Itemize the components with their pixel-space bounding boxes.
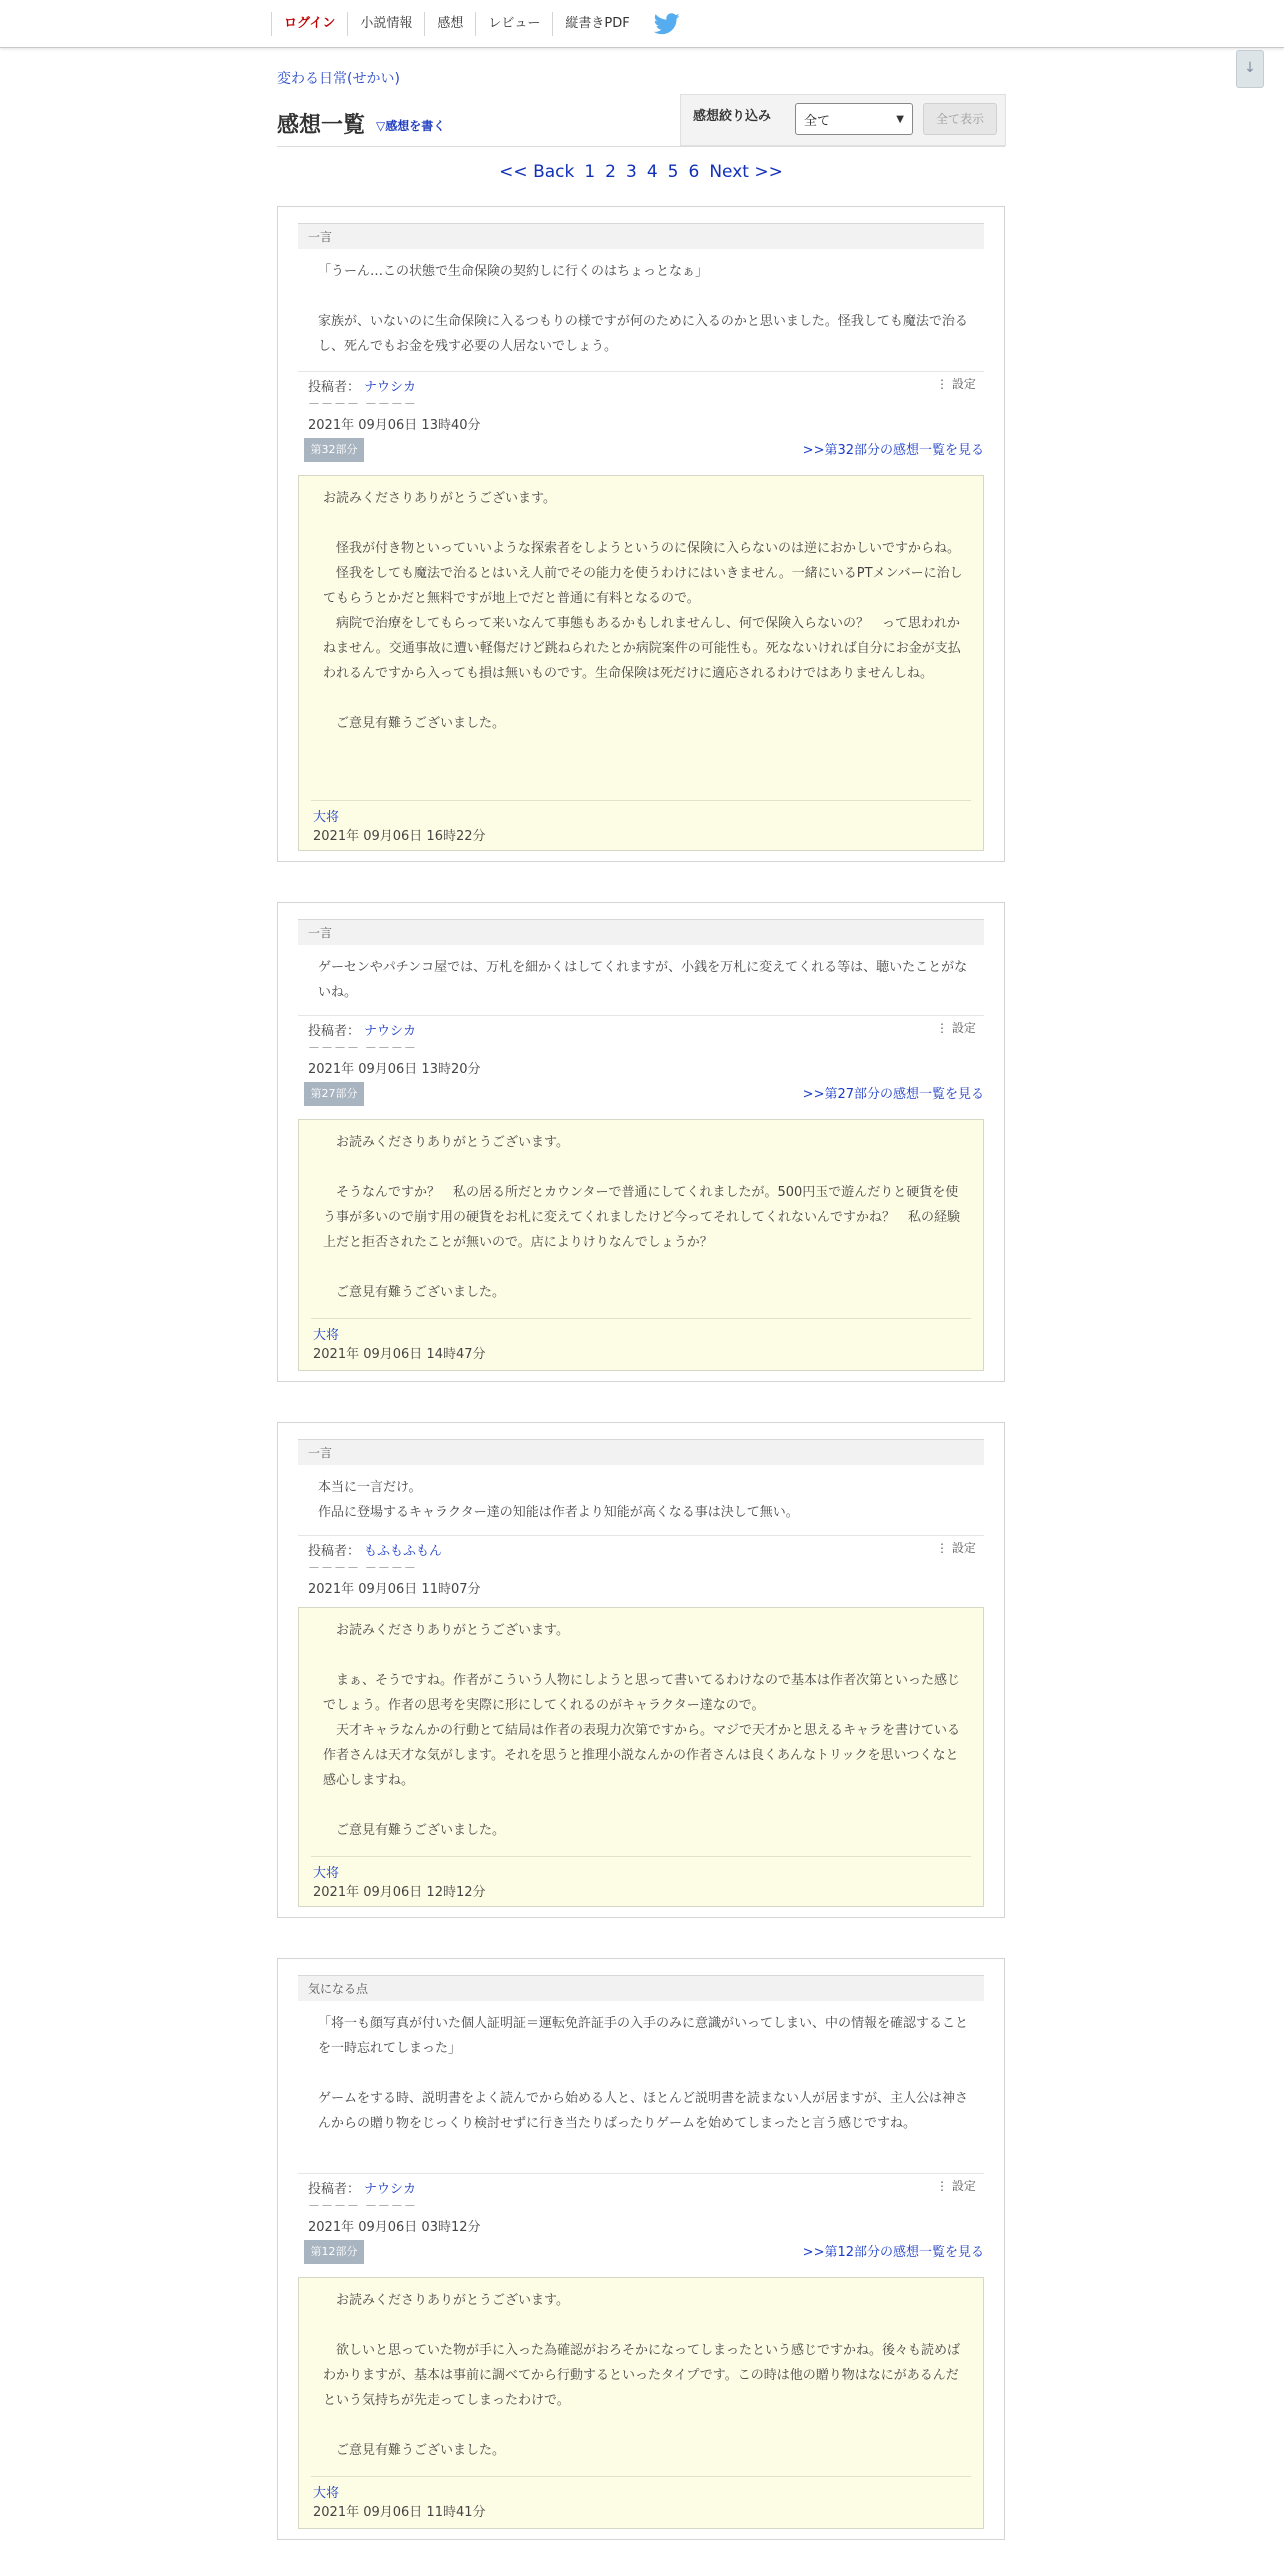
reply-date: 2021年 09月06日 12時12分 — [313, 1885, 486, 1900]
divider — [298, 2173, 984, 2174]
chevron-down-icon: ▼ — [896, 113, 904, 125]
reply-date: 2021年 09月06日 11時41分 — [313, 2505, 486, 2520]
settings-menu-button[interactable]: ⋮ 設定 — [936, 377, 976, 391]
write-review-link[interactable]: ▽感想を書く — [376, 119, 446, 133]
reply-author-link[interactable]: 大将 — [313, 1866, 340, 1881]
reply-text: お読みくださりありがとうございます。 そうなんですか？ 私の居る所だとカウンターで普通にしてくれましたが。500円玉で遊んだりと硬貨を使う事が多いので崩す用の硬貨をお札に変えてくれましたけど今ってそれしてくれないんですかね？ 私の経験上だと拒否されたことが無いので。店によりけりなんでしょうか？ ご意見有難うございました。 — [323, 1135, 961, 1300]
review-card — [277, 1422, 1005, 1918]
review-text: 「うーん…この状態で生命保険の契約しに行くのはちょっとなぁ」 家族が、いないのに生命保険に入るつもりの様ですが何のために入るのかと思いました。怪我しても魔法で治るし、死んでもお金を残す必要の人居ないでしょう。 — [318, 264, 968, 354]
reply-text: お読みくださりありがとうございます。 欲しいと思っていた物が手に入った為確認がおろそかになってしまったという感じですかね。後々も読めばわかりますが、基本は事前に調べてから行動するといったタイプです。この時は他の贈り物はなにがあるんだという気持ちが先走ってしまったわけで。 ご意見有難うございました。 — [323, 2293, 961, 2458]
divider — [311, 2476, 971, 2477]
review-type-label: 気になる点 — [298, 1975, 984, 2001]
part-reviews-link[interactable]: >>第32部分の感想一覧を見る — [802, 443, 984, 458]
review-filter-panel — [680, 94, 1006, 146]
divider — [277, 146, 1005, 147]
reply-date: 2021年 09月06日 16時22分 — [313, 829, 486, 844]
filter-label: 感想絞り込み — [693, 109, 772, 124]
author-name-link[interactable]: もふもふもん — [364, 1544, 443, 1559]
nav-menu — [271, 12, 680, 36]
nav-reviews-link[interactable]: 感想 — [424, 12, 475, 36]
divider — [298, 371, 984, 372]
pager-page-2[interactable]: 2 — [605, 162, 616, 182]
author-dash: －－－－ －－－－ — [308, 397, 417, 411]
review-date: 2021年 09月06日 13時20分 — [308, 1062, 481, 1077]
author-reply-box — [298, 1119, 984, 1371]
author-reply-box — [298, 2277, 984, 2529]
nav-novel-info-link[interactable]: 小説情報 — [347, 12, 424, 36]
part-badge: 第27部分 — [304, 1082, 364, 1106]
scroll-down-button[interactable]: ↓ — [1236, 50, 1264, 88]
divider — [311, 1318, 971, 1319]
pagination — [277, 162, 1005, 186]
novel-title-link[interactable]: 変わる日常(せかい) — [277, 71, 400, 87]
review-author-row — [308, 1540, 442, 1559]
review-author-row — [308, 2178, 416, 2197]
settings-menu-button[interactable]: ⋮ 設定 — [936, 1021, 976, 1035]
review-text: 本当に一言だけ。 作品に登場するキャラクター達の知能は作者より知能が高くなる事は決して無い。 — [318, 1480, 799, 1520]
settings-menu-button[interactable]: ⋮ 設定 — [936, 2179, 976, 2193]
author-label: 投稿者： — [308, 1544, 361, 1559]
review-type-label: 一言 — [298, 1439, 984, 1465]
author-name-link[interactable]: ナウシカ — [364, 1024, 417, 1039]
settings-menu-button[interactable]: ⋮ 設定 — [936, 1541, 976, 1555]
review-author-row — [308, 376, 416, 395]
reply-date: 2021年 09月06日 14時47分 — [313, 1347, 486, 1362]
page-title: 感想一覧 — [277, 113, 366, 138]
review-author-row — [308, 1020, 416, 1039]
author-label: 投稿者： — [308, 1024, 361, 1039]
reply-text: お読みくださりありがとうございます。 怪我が付き物といっていいような探索者をしようというのに保険に入らないのは逆におかしいですからね。 怪我をしても魔法で治るとはいえ人前でその能力を使うわけにはいきません。一緒にいるPTメンバーに治してもらうとかだと無料ですが地上でだと普通に有料となるので。 病院で治療をしてもらって来いなんて事態もあるかもしれませんし、何で保険入らないの？ って思われかねません。交通事故に遭い軽傷だけど跳ねられたとか病院案件の可能性も。死なないければ自分にお金が支払われるんですから入っても損は無いものです。生命保険は死だけに適応されるわけではありませんしね。 ご意見有難うございました。 — [323, 491, 963, 731]
author-dash: －－－－ －－－－ — [308, 1561, 417, 1575]
author-label: 投稿者： — [308, 2182, 361, 2197]
author-reply-box — [298, 1607, 984, 1907]
show-all-button[interactable]: 全て表示 — [923, 103, 997, 135]
pager-page-1[interactable]: 1 — [584, 162, 596, 182]
author-dash: －－－－ －－－－ — [308, 1041, 417, 1055]
reply-author-link[interactable]: 大将 — [313, 2486, 340, 2501]
part-reviews-link[interactable]: >>第12部分の感想一覧を見る — [802, 2245, 984, 2260]
reply-author-link[interactable]: 大将 — [313, 810, 340, 825]
pager-back-link[interactable]: << Back — [499, 162, 575, 182]
reply-author-link[interactable]: 大将 — [313, 1328, 340, 1343]
divider — [298, 1535, 984, 1536]
author-name-link[interactable]: ナウシカ — [364, 380, 417, 395]
pager-page-4[interactable]: 4 — [646, 162, 658, 182]
part-badge: 第12部分 — [304, 2240, 364, 2264]
pager-page-6[interactable]: 6 — [688, 162, 700, 182]
divider — [311, 800, 971, 801]
part-reviews-link[interactable]: >>第27部分の感想一覧を見る — [802, 1087, 984, 1102]
reply-text: お読みくださりありがとうございます。 まぁ、そうですね。作者がこういう人物にしようと思って書いてるわけなので基本は作者次第といった感じでしょう。作者の思考を実際に形にしてくれるのがキャラクター達なので。 天才キャラなんかの行動とて結局は作者の表現力次第ですから。マジで天才かと思えるキャラを書けている作者さんは天才な気がします。それを思うと推理小説なんかの作者さんは良くあんなトリックを思いつくなと感心しますね。 ご意見有難うございました。 — [323, 1623, 961, 1838]
nav-vertical-pdf-link[interactable]: 縦書きPDF — [552, 12, 641, 36]
part-badge: 第32部分 — [304, 438, 364, 462]
top-nav-bar — [0, 0, 1284, 48]
pager-next-link[interactable]: Next >> — [709, 162, 783, 182]
review-date: 2021年 09月06日 13時40分 — [308, 418, 481, 433]
nav-recommend-link[interactable]: レビュー — [475, 12, 552, 36]
filter-selected-value: 全て — [804, 113, 831, 129]
review-card — [277, 902, 1005, 1382]
review-type-label: 一言 — [298, 223, 984, 249]
review-date: 2021年 09月06日 03時12分 — [308, 2220, 481, 2235]
author-dash: －－－－ －－－－ — [308, 2199, 417, 2213]
author-label: 投稿者： — [308, 380, 361, 395]
pager-page-5[interactable]: 5 — [667, 162, 679, 182]
review-text: 「将一も顔写真が付いた個人証明証＝運転免許証手の入手のみに意識がいってしまい、中の情報を確認することを一時忘れてしまった」 ゲームをする時、説明書をよく読んでから始める人と、ほとんど説明書を読まない人が居ますが、主人公は神さんからの贈り物をじっくり検討せずに行き当たりばったりゲームを始めてしまったと言う感じですね。 — [318, 2016, 969, 2131]
author-name-link[interactable]: ナウシカ — [364, 2182, 417, 2197]
filter-select[interactable] — [795, 103, 913, 135]
divider — [298, 1015, 984, 1016]
nav-login-link[interactable]: ログイン — [271, 12, 347, 36]
author-reply-box — [298, 475, 984, 851]
review-type-label: 一言 — [298, 919, 984, 945]
divider — [311, 1856, 971, 1857]
twitter-bird-icon[interactable] — [654, 13, 680, 35]
review-card — [277, 206, 1005, 862]
pager-page-3[interactable]: 3 — [626, 162, 637, 182]
review-card — [277, 1958, 1005, 2540]
review-date: 2021年 09月06日 11時07分 — [308, 1582, 481, 1597]
review-text: ゲーセンやパチンコ屋では、万札を細かくはしてくれますが、小銭を万札に変えてくれる等は、聴いたことがないね。 — [318, 960, 968, 1000]
